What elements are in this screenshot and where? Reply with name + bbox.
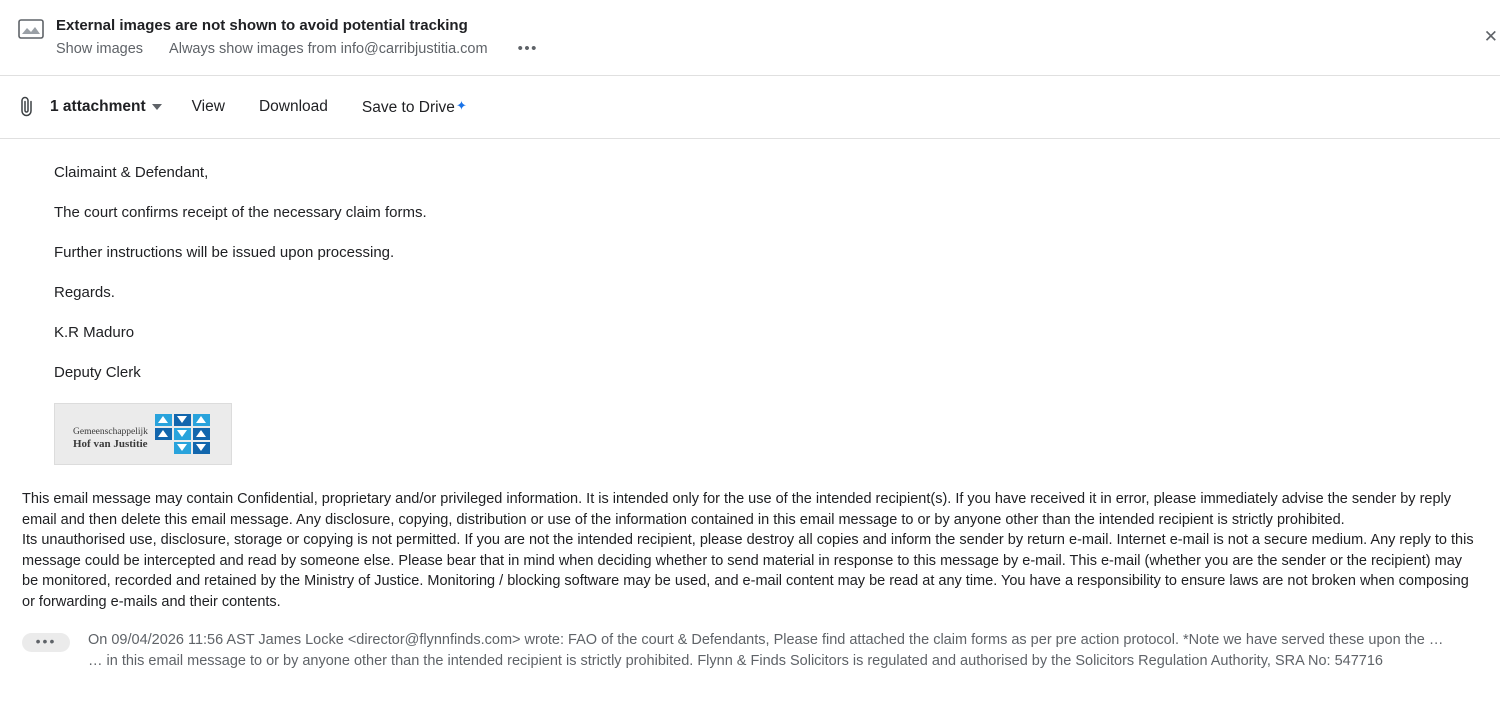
external-images-banner [0, 0, 1500, 76]
quoted-message [22, 630, 1478, 672]
logo-cell [193, 428, 210, 440]
disclaimer-paragraph-2: Its unauthorised use, disclosure, storage or copying is not permitted. If you are not the intended recipient, please destroy all copies and inform the sender by return e-mail. Internet e-mail is not a secure medium. Any reply to this message could be intercepted and read by someone else. Please bear that in mind when deciding whether to send material in response to this message by e-mail. This e-mail (whether you are the sender or the recipient) may be monitored, recorded and retained by the Ministry of Justice. Monitoring / blocking software may be used, and e-mail content may be read at any time. You have a responsibility to ensure laws are not broken when composing or forwarding e-mails and their contents. [22, 532, 1474, 610]
logo-cell [174, 428, 191, 440]
sparkle-icon: ✦ [455, 97, 467, 113]
paperclip-icon [18, 95, 36, 119]
logo-cell [174, 442, 191, 454]
chevron-down-icon[interactable] [152, 104, 162, 110]
save-to-drive-label: Save to Drive [361, 98, 455, 116]
message-closing: Regards. [54, 284, 115, 301]
show-images-link[interactable]: Show images [56, 41, 144, 57]
logo-line-2: Hof van Justitie [73, 438, 148, 450]
view-attachment-button[interactable]: View [191, 98, 225, 115]
download-attachment-button[interactable]: Download [258, 98, 328, 115]
expand-quoted-text-button[interactable]: ••• [22, 633, 70, 652]
banner-body [56, 16, 1486, 59]
disclaimer-paragraph-1: This email message may contain Confidential, proprietary and/or privileged information. It is intended only for the use of the intended recipient(s). If you have received it in error, please immediately advise the sender by reply email and then delete this email message. Any disclosure, copying, distribution or use of the information contained in this email message to or by anyone other than the intended recipient is strictly prohibited. [22, 491, 1451, 528]
banner-more-options-icon[interactable]: ••• [517, 40, 538, 57]
broken-image-icon [18, 18, 44, 40]
quoted-line-1: On 09/04/2026 11:56 AST James Locke <director@flynnfinds.com> wrote: FAO of the court & Defendants, Please find attached the claim forms as per pre action protocol. *Note we have served these upon the … [88, 632, 1444, 648]
attachment-toolbar [0, 76, 1500, 139]
banner-actions [56, 39, 1486, 59]
confidentiality-disclaimer [22, 489, 1478, 612]
court-logo [54, 403, 232, 465]
logo-cell [155, 428, 172, 440]
logo-cell [155, 442, 172, 454]
signature-name: K.R Maduro [54, 324, 135, 341]
message-text [54, 163, 1478, 465]
logo-cell [193, 414, 210, 426]
logo-cell [174, 414, 191, 426]
message-line-1: The court confirms receipt of the necessary claim forms. [54, 204, 427, 221]
email-body [0, 139, 1500, 672]
close-icon[interactable]: ✕ [1483, 27, 1498, 46]
quoted-text [88, 630, 1478, 672]
logo-text [73, 426, 148, 451]
salutation: Claimaint & Defendant, [54, 164, 209, 181]
logo-grid [155, 414, 210, 454]
logo-line-1: Gemeenschappelijk [73, 427, 148, 437]
always-show-images-link[interactable]: Always show images from info@carribjustitia.com [169, 41, 488, 57]
save-to-drive-button[interactable] [362, 98, 467, 117]
quoted-line-2: … in this email message to or by anyone other than the intended recipient is strictly prohibited. Flynn & Finds Solicitors is regulated and authorised by the Solicitors Regulation Authority, SRA No: 547716 [88, 653, 1383, 669]
logo-cell [155, 414, 172, 426]
banner-title: External images are not shown to avoid potential tracking [56, 17, 468, 34]
message-line-2: Further instructions will be issued upon processing. [54, 244, 395, 261]
logo-cell [193, 442, 210, 454]
attachment-count-label[interactable]: 1 attachment [50, 98, 146, 115]
signature-title: Deputy Clerk [54, 364, 141, 381]
